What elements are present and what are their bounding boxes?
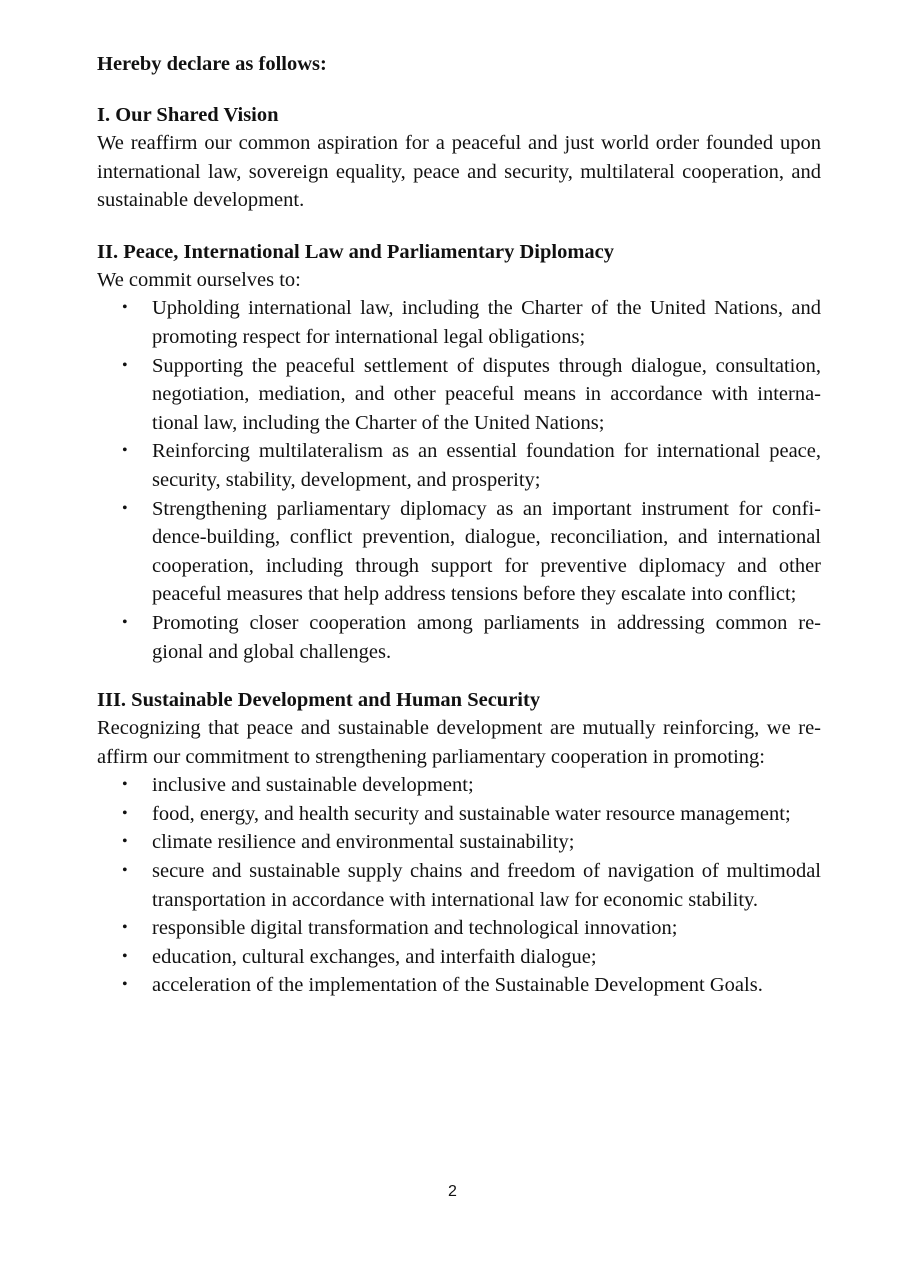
list-item-text: food, energy, and health security and sustainable water resource management; bbox=[152, 802, 791, 825]
list-item-text: climate resilience and environmental sustainability; bbox=[152, 831, 575, 854]
list-item-text: responsible digital transformation and technological innovation; bbox=[152, 917, 678, 940]
commitment-intro: We commit ourselves to: bbox=[97, 268, 301, 291]
list-item bbox=[97, 914, 821, 943]
section-heading-sustainable-development: III. Sustainable Development and Human Security bbox=[97, 689, 541, 712]
list-item bbox=[97, 800, 821, 829]
bullet-icon: • bbox=[122, 356, 128, 374]
bullet-icon: • bbox=[122, 442, 128, 460]
bullet-icon: • bbox=[122, 299, 128, 317]
bullet-icon: • bbox=[122, 919, 128, 937]
shared-vision-paragraph: We reaffirm our common aspiration for a peaceful and just world order founded upon international law, sovereign equality, peace and security, multilateral cooperation, and sustainable development. bbox=[97, 132, 821, 212]
declare-heading: Hereby declare as follows: bbox=[97, 53, 327, 75]
list-item-text: acceleration of the implementation of the Sustainable Development Goals. bbox=[152, 974, 763, 997]
list-item-text: education, cultural exchanges, and interfaith dialogue; bbox=[152, 945, 597, 968]
bullet-icon: • bbox=[122, 862, 128, 880]
bullet-icon: • bbox=[122, 947, 128, 965]
list-item-text: Strengthening parliamentary diplomacy as an important instrument for confi-dence-building, conflict prevention, dialogue, reconciliation, and international cooperation, including through support for preventive diplomacy and other peaceful measures that help address tensions before they escalate into conflict; bbox=[152, 497, 821, 606]
list-item-text: Promoting closer cooperation among parliaments in addressing common re-gional and global challenges. bbox=[152, 611, 821, 663]
list-item bbox=[97, 828, 821, 857]
bullet-icon: • bbox=[122, 833, 128, 851]
list-item bbox=[97, 609, 821, 666]
commitment-list bbox=[97, 294, 821, 666]
promotion-list bbox=[97, 771, 821, 1000]
list-item-text: Reinforcing multilateralism as an essential foundation for international peace, security, stability, development, and prosperity; bbox=[152, 440, 821, 491]
list-item-text: Upholding international law, including the Charter of the United Nations, and promoting respect for international legal obligations; bbox=[152, 297, 821, 348]
list-item bbox=[97, 294, 821, 351]
section-heading-shared-vision: I. Our Shared Vision bbox=[97, 104, 279, 126]
list-item bbox=[97, 495, 821, 609]
list-item-text: inclusive and sustainable development; bbox=[152, 774, 474, 797]
bullet-icon: • bbox=[122, 804, 128, 822]
page-content bbox=[97, 50, 821, 1000]
bullet-icon: • bbox=[122, 613, 128, 631]
list-item bbox=[97, 771, 821, 800]
list-item bbox=[97, 971, 821, 1000]
list-item-text: secure and sustainable supply chains and freedom of navigation of multimodal transportation in accordance with international law for economic stability. bbox=[152, 860, 821, 911]
page-number: 2 bbox=[448, 1183, 457, 1200]
bullet-icon: • bbox=[122, 499, 128, 517]
list-item bbox=[97, 352, 821, 438]
sustainable-development-intro: Recognizing that peace and sustainable development are mutually reinforcing, we re-affirm our commitment to strengthening parliamentary cooperation in promoting: bbox=[97, 717, 821, 768]
bullet-icon: • bbox=[122, 776, 128, 794]
bullet-icon: • bbox=[122, 976, 128, 994]
section-heading-peace-law-diplomacy: II. Peace, International Law and Parliamentary Diplomacy bbox=[97, 240, 615, 263]
list-item bbox=[97, 943, 821, 972]
list-item bbox=[97, 437, 821, 494]
list-item bbox=[97, 857, 821, 914]
list-item-text: Supporting the peaceful settlement of disputes through dialogue, consultation, negotiation, mediation, and other peaceful means in accordance with interna-tional law, including the Charter of the United Nations; bbox=[152, 354, 821, 434]
